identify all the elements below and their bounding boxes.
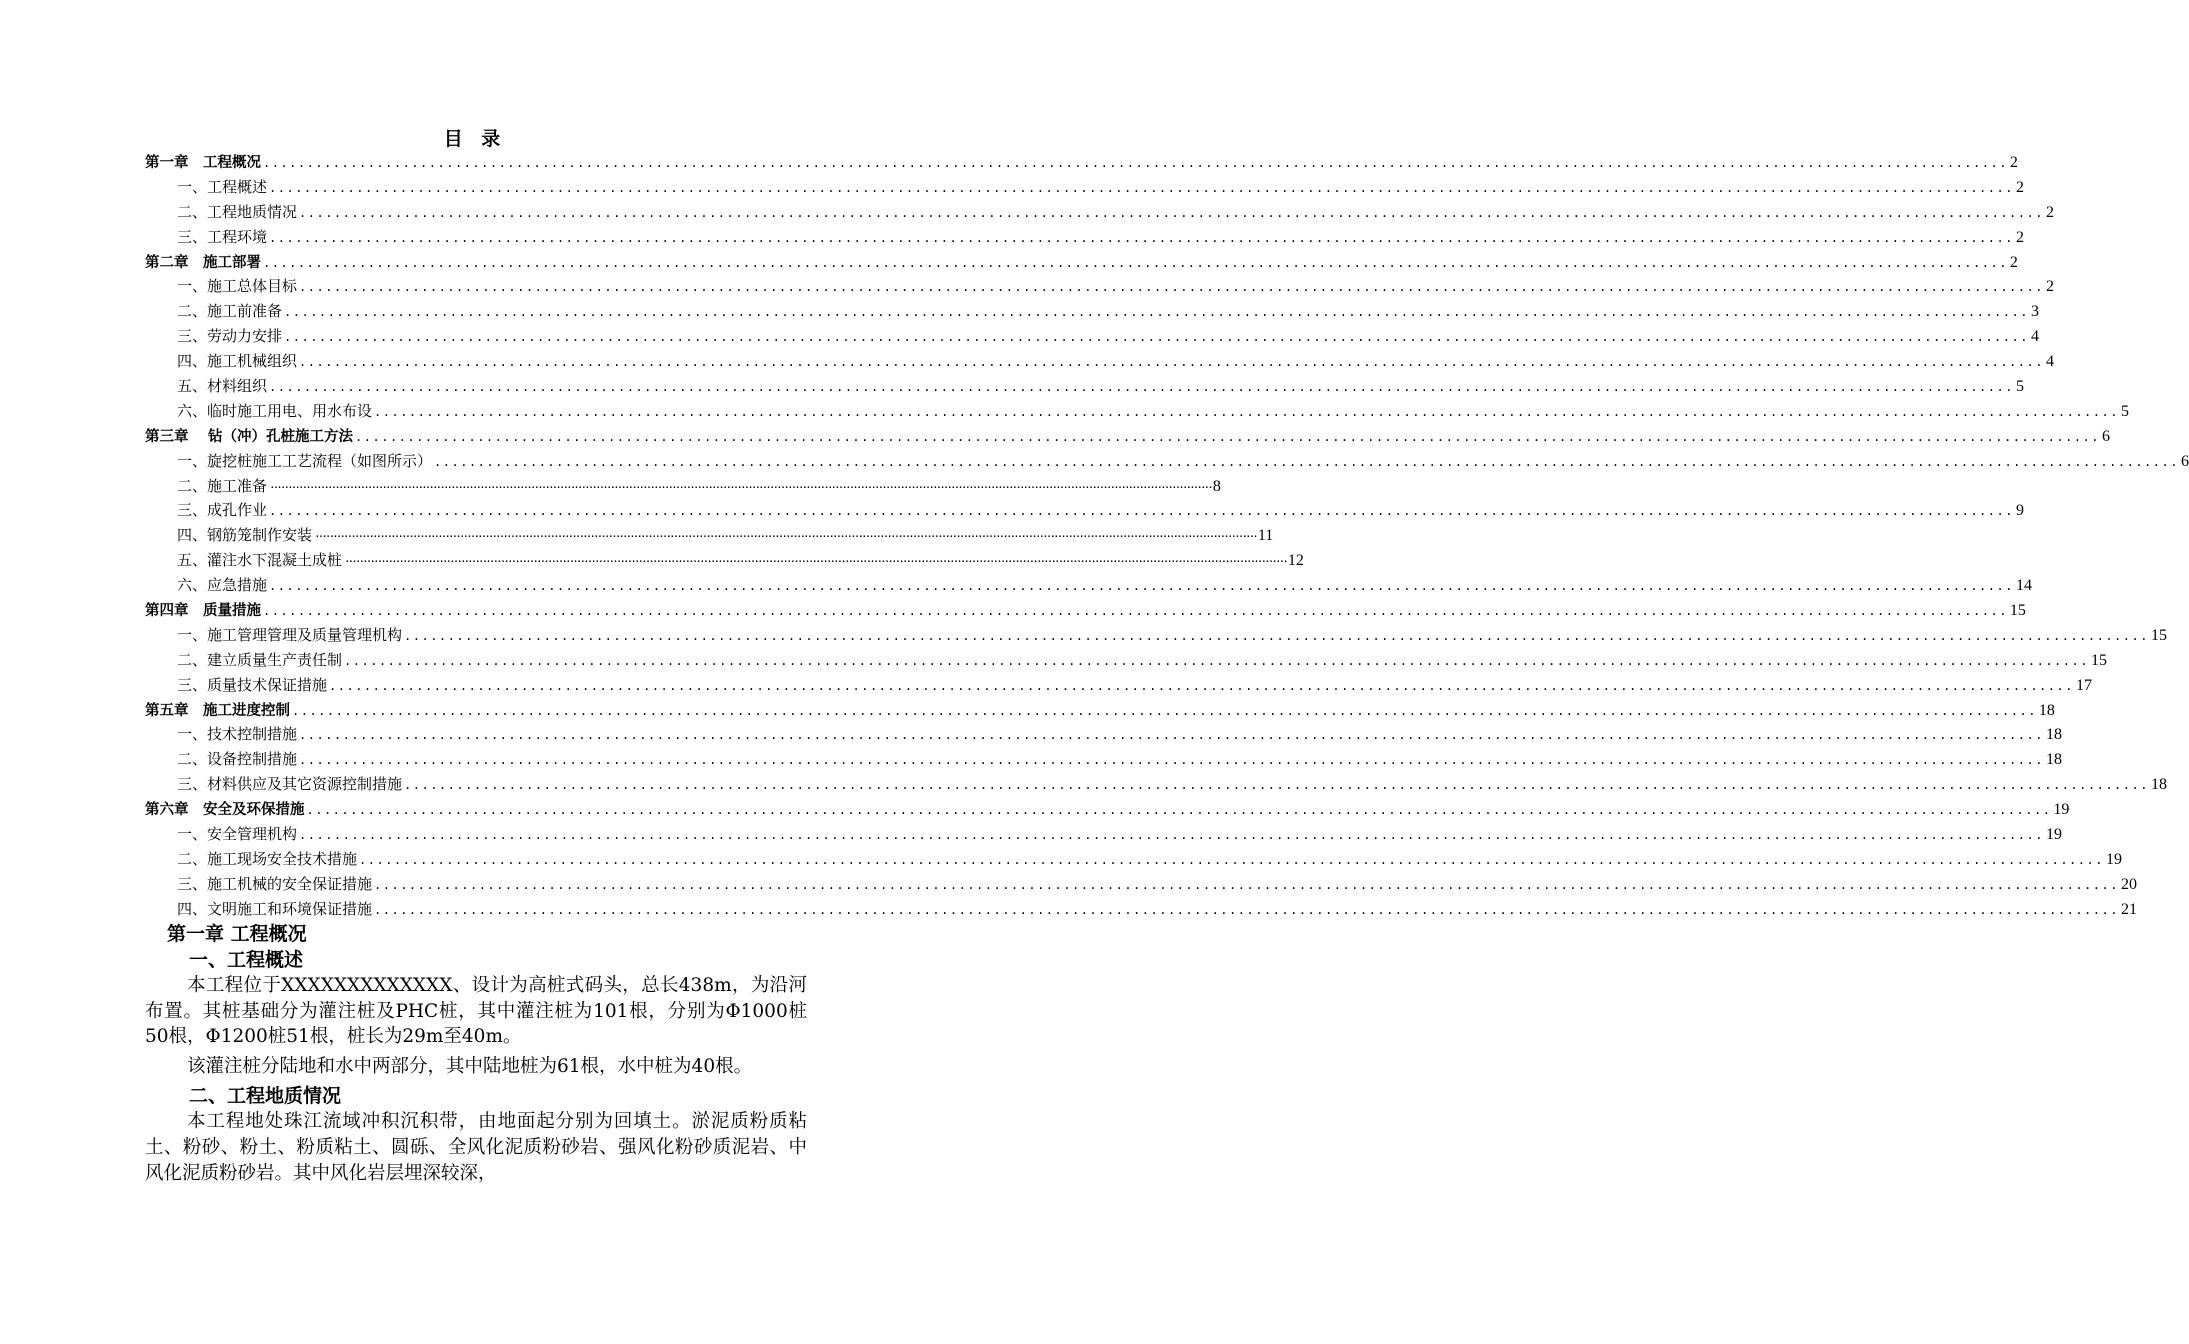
toc-page-number: 9	[2015, 502, 2024, 520]
toc-page-number: 19	[2053, 801, 2070, 819]
toc-entry-title: 四、文明施工和环境保证措施	[177, 899, 373, 918]
toc-page-number: 19	[2105, 850, 2122, 868]
toc-leader-dots: ........................................................................................................................................................................................................	[299, 280, 2044, 295]
toc-leader-dots: ........................................................................................................................................................................................................	[299, 205, 2044, 220]
toc-leader-dots: ........................................................................................................................................................................................................	[263, 255, 2008, 270]
toc-entry-title: 一、施工总体目标	[177, 277, 298, 296]
toc-leader-dots: ........................................................................................................................................................................................................	[263, 604, 2008, 619]
toc-entry-title: 四、施工机械组织	[177, 352, 298, 371]
toc-chapter-entry[interactable]	[145, 151, 2018, 176]
toc-section-entry[interactable]	[145, 624, 2167, 649]
toc-section-entry[interactable]	[145, 574, 2032, 599]
toc-section-entry[interactable]	[145, 748, 2062, 773]
toc-leader-dots: ........................................................................................................................................................................................................	[284, 330, 2029, 345]
toc-leader-dots: ........................................................................................................................................................................................................	[269, 579, 2014, 594]
toc-section-entry[interactable]	[145, 400, 2129, 425]
toc-leader-dots: ........................................................................................................................................................................................................	[269, 230, 2014, 245]
toc-entry-title: 第三章 钻（冲）孔桩施工方法	[145, 428, 354, 445]
toc-entry-title: 二、设备控制措施	[177, 750, 298, 769]
section-heading-overview: 一、工程概述	[189, 949, 304, 971]
toc-leader-dots: ........................................................................................................................................................................................................	[355, 429, 2100, 444]
document-body	[145, 921, 807, 1186]
toc-page-number: 4	[2045, 353, 2054, 371]
toc-leader-dots: ........................................................................................................................................................................................................	[374, 877, 2119, 892]
toc-section-entry[interactable]	[145, 375, 2024, 400]
toc-entry-title: 三、材料供应及其它资源控制措施	[177, 775, 403, 794]
toc-section-entry[interactable]	[145, 823, 2062, 848]
toc-entry-title: 六、应急措施	[177, 576, 268, 595]
toc-leader-dots: ........................................................................................................................................................................................................	[269, 180, 2014, 195]
toc-entry-title: 第五章 施工进度控制	[145, 702, 290, 719]
toc-leader-dots: ........................................................................................................................................................................................................	[344, 653, 2089, 668]
toc-page-number: 18	[2150, 776, 2167, 794]
toc-leader-dots: ........................................................................................................................................................................................................	[299, 355, 2044, 370]
paragraph-overview-1: 本工程位于XXXXXXXXXXXXX、设计为高桩式码头，总长438m，为沿河布置。其桩基础分为灌注桩及PHC桩，其中灌注桩为101根，分别为Φ1000桩50根，Φ1200桩51根，桩长为29m至40m。	[145, 975, 807, 1048]
chapter-heading: 第一章 工程概况	[167, 923, 307, 945]
toc-entry-title: 三、施工机械的安全保证措施	[177, 874, 373, 893]
table-of-contents	[145, 151, 2189, 923]
toc-entry-title: 五、材料组织	[177, 377, 268, 396]
toc-leader-dots: ........................................................................................................................................................................................................	[263, 156, 2008, 170]
toc-page-number: 18	[2045, 751, 2062, 769]
toc-leader-dots: ····································································································································································································································································	[269, 480, 1211, 494]
toc-page-number: 2	[2015, 178, 2024, 196]
toc-page-number: 15	[2009, 602, 2026, 620]
toc-leader-dots: ........................................................................................................................................................................................................	[299, 828, 2044, 843]
toc-section-entry[interactable]	[145, 475, 1221, 500]
toc-entry-title: 四、钢筋笼制作安装	[177, 526, 313, 545]
toc-entry-title: 一、工程概述	[177, 177, 268, 196]
toc-page-number: 12	[1287, 552, 1304, 570]
toc-section-entry[interactable]	[145, 773, 2167, 798]
toc-leader-dots: ........................................................................................................................................................................................................	[404, 628, 2149, 643]
toc-section-entry[interactable]	[145, 674, 2092, 699]
toc-leader-dots: ........................................................................................................................................................................................................	[329, 678, 2074, 693]
toc-page-number: 6	[2180, 452, 2189, 470]
toc-page-number: 15	[2150, 626, 2167, 644]
toc-section-entry[interactable]	[145, 723, 2062, 748]
toc-entry-title: 一、安全管理机构	[177, 825, 298, 844]
toc-page-number: 2	[2015, 228, 2024, 246]
toc-section-entry[interactable]	[145, 524, 1274, 549]
toc-section-entry[interactable]	[145, 499, 2024, 524]
section-heading-geology: 二、工程地质情况	[189, 1085, 342, 1108]
toc-page-number: 2	[2009, 253, 2018, 271]
toc-entry-title: 一、旋挖桩施工工艺流程（如图所示）	[177, 451, 433, 470]
toc-chapter-entry[interactable]	[145, 425, 2110, 450]
toc-leader-dots: ····································································································································································································································································	[344, 555, 1286, 569]
toc-section-entry[interactable]	[145, 275, 2054, 300]
toc-entry-title: 二、施工现场安全技术措施	[177, 849, 358, 868]
toc-page-number: 11	[1257, 527, 1274, 545]
toc-section-entry[interactable]	[145, 450, 2189, 475]
toc-section-entry[interactable]	[145, 300, 2039, 325]
toc-page-number: 2	[2045, 203, 2054, 221]
toc-leader-dots: ........................................................................................................................................................................................................	[404, 778, 2149, 793]
toc-leader-dots: ........................................................................................................................................................................................................	[306, 803, 2052, 818]
toc-page-number: 6	[2101, 427, 2110, 445]
toc-entry-title: 三、工程环境	[177, 227, 268, 246]
toc-entry-title: 第二章 施工部署	[145, 254, 261, 271]
toc-page-number: 20	[2120, 875, 2137, 893]
toc-leader-dots: ····································································································································································································································································	[314, 530, 1256, 544]
toc-entry-title: 二、建立质量生产责任制	[177, 650, 343, 669]
toc-page-number: 2	[2045, 278, 2054, 296]
toc-leader-dots: ........................................................................................................................................................................................................	[299, 728, 2044, 743]
paragraph-overview-2: 该灌注桩分陆地和水中两部分，其中陆地桩为61根，水中桩为40根。	[187, 1055, 753, 1077]
toc-page-number: 3	[2030, 303, 2039, 321]
toc-leader-dots: ........................................................................................................................................................................................................	[359, 852, 2104, 867]
toc-section-entry[interactable]	[145, 649, 2107, 674]
toc-page-number: 5	[2015, 378, 2024, 396]
toc-entry-title: 第一章 工程概况	[145, 155, 261, 171]
toc-leader-dots: ........................................................................................................................................................................................................	[292, 703, 2037, 718]
toc-section-entry[interactable]	[145, 176, 2024, 201]
toc-title: 目 录	[443, 128, 507, 150]
toc-chapter-entry[interactable]	[145, 251, 2018, 276]
toc-leader-dots: ........................................................................................................................................................................................................	[374, 902, 2119, 917]
toc-section-entry[interactable]	[145, 898, 2137, 923]
toc-entry-title: 五、灌注水下混凝土成桩	[177, 551, 343, 570]
toc-leader-dots: ........................................................................................................................................................................................................	[434, 454, 2179, 469]
toc-entry-title: 二、施工前准备	[177, 302, 283, 321]
toc-page-number: 4	[2030, 328, 2039, 346]
toc-entry-title: 第四章 质量措施	[145, 603, 261, 620]
toc-entry-title: 三、成孔作业	[177, 501, 268, 520]
toc-page-number: 5	[2120, 402, 2129, 420]
toc-page-number: 21	[2120, 900, 2137, 918]
toc-chapter-entry[interactable]	[145, 599, 2026, 624]
toc-page-number: 19	[2045, 826, 2062, 844]
toc-leader-dots: ........................................................................................................................................................................................................	[374, 404, 2119, 419]
toc-leader-dots: ........................................................................................................................................................................................................	[269, 504, 2014, 519]
paragraph-geology-1: 本工程地处珠江流域冲积沉积带，由地面起分别为回填土。淤泥质粉质粘土、粉砂、粉土、粉质粘土、圆砾、全风化泥质粉砂岩、强风化粉砂质泥岩、中风化泥质粉砂岩。其中风化岩层埋深较深，	[145, 1111, 807, 1184]
toc-section-entry[interactable]	[145, 848, 2122, 873]
toc-chapter-entry[interactable]	[145, 798, 2070, 823]
toc-entry-title: 三、质量技术保证措施	[177, 675, 328, 694]
toc-section-entry[interactable]	[145, 325, 2039, 350]
toc-entry-title: 三、劳动力安排	[177, 327, 283, 346]
toc-page-number: 14	[2015, 577, 2032, 595]
toc-page-number: 18	[2045, 726, 2062, 744]
toc-leader-dots: ........................................................................................................................................................................................................	[284, 305, 2029, 320]
toc-page-number: 15	[2090, 651, 2107, 669]
toc-entry-title: 二、工程地质情况	[177, 202, 298, 221]
toc-page-number: 18	[2038, 701, 2055, 719]
toc-section-entry[interactable]	[145, 201, 2054, 226]
toc-page-number: 8	[1212, 477, 1221, 495]
toc-section-entry[interactable]	[145, 226, 2024, 251]
toc-leader-dots: ........................................................................................................................................................................................................	[299, 753, 2044, 768]
toc-page-number: 17	[2075, 676, 2092, 694]
toc-entry-title: 二、施工准备	[177, 476, 268, 495]
toc-entry-title: 第六章 安全及环保措施	[145, 802, 305, 819]
toc-leader-dots: ........................................................................................................................................................................................................	[269, 380, 2014, 395]
toc-page-number: 2	[2009, 154, 2018, 171]
toc-section-entry[interactable]	[145, 549, 1304, 574]
toc-entry-title: 一、技术控制措施	[177, 725, 298, 744]
toc-chapter-entry[interactable]	[145, 699, 2055, 724]
toc-entry-title: 六、临时施工用电、用水布设	[177, 401, 373, 420]
toc-section-entry[interactable]	[145, 350, 2054, 375]
toc-entry-title: 一、施工管理管理及质量管理机构	[177, 625, 403, 644]
toc-section-entry[interactable]	[145, 873, 2137, 898]
